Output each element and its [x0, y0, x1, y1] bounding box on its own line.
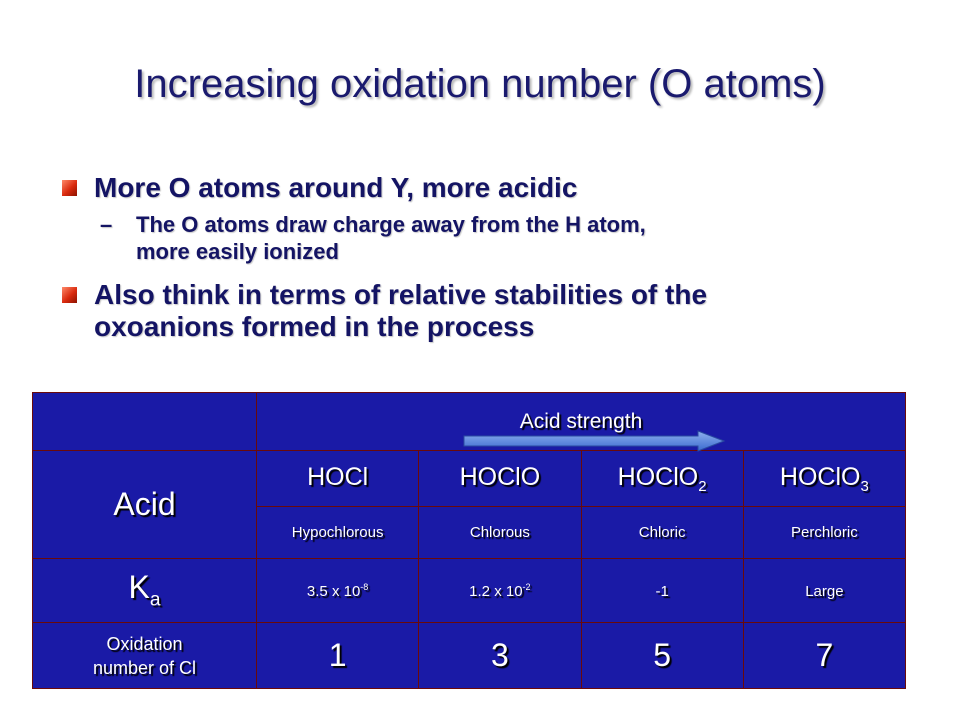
bullet-marker-icon: [62, 287, 77, 303]
oxidation-label-cell: Oxidation number of Cl: [33, 623, 257, 689]
dash-marker: –: [100, 212, 113, 237]
table-row: [33, 623, 906, 689]
bullet-marker-icon: [62, 180, 77, 196]
slide-title: Increasing oxidation number (O atoms): [134, 62, 826, 106]
sub-bullet-1: [58, 211, 918, 265]
empty-cell: [33, 393, 257, 451]
sub-bullet-line-2: more easily ionized: [136, 239, 339, 264]
acid-name: Perchloric: [743, 507, 905, 559]
oxidation-value: 5: [581, 623, 743, 689]
bullet-1: [58, 172, 918, 204]
ka-value: 3.5 x $10^{-8}$: [257, 559, 419, 623]
bullet-list: [58, 172, 918, 343]
acid-label-cell: Acid: [33, 451, 257, 559]
oxidation-value: 7: [743, 623, 905, 689]
bullet-2-line-1: Also think in terms of relative stabilities of the: [94, 279, 708, 310]
acid-name: Hypochlorous: [257, 507, 419, 559]
ka-value: Large: [743, 559, 905, 623]
acid-name: Chloric: [581, 507, 743, 559]
acid-strength-label: Acid strength: [519, 409, 643, 433]
sub-bullet-line-1: The O atoms draw charge away from the H atom,: [136, 212, 646, 237]
bullet-1-text: More O atoms around Y, more acidic: [94, 172, 578, 203]
ka-label-cell: $K_a$: [33, 559, 257, 623]
oxidation-value: 3: [419, 623, 581, 689]
ka-value: -1: [581, 559, 743, 623]
bullet-2: [58, 279, 918, 343]
acid-formula: HOClO$_3$: [743, 451, 905, 507]
acid-formula: HOClO$_2$: [581, 451, 743, 507]
acid-name: Chlorous: [419, 507, 581, 559]
table-row: [33, 451, 906, 507]
right-arrow-icon: [462, 430, 726, 452]
ka-value: 1.2 x $10^{-2}$: [419, 559, 581, 623]
acid-formula: HOClO: [419, 451, 581, 507]
table-row: [33, 559, 906, 623]
bullet-2-line-2: oxoanions formed in the process: [94, 311, 535, 342]
acid-formula: HOCl: [257, 451, 419, 507]
oxidation-value: 1: [257, 623, 419, 689]
